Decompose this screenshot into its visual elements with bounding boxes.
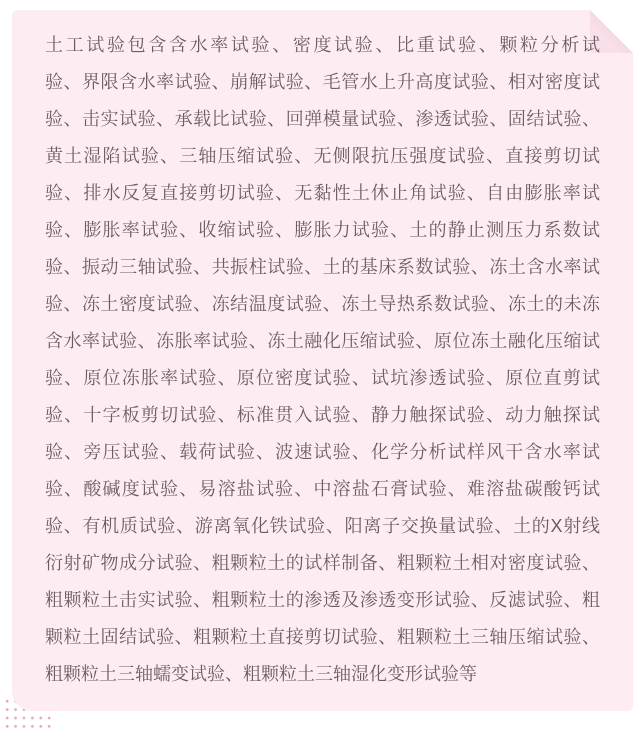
text-line: 粗颗粒土击实试验、粗颗粒土的渗透及渗透变形试验、反滤试验、粗 (45, 590, 600, 610)
text-line: 验、酸碱度试验、易溶盐试验、中溶盐石膏试验、难溶盐碳酸钙试 (45, 479, 600, 499)
text-line: 黄土湿陷试验、三轴压缩试验、无侧限抗压强度试验、直接剪切试 (45, 146, 600, 166)
text-line: 验、膨胀率试验、收缩试验、膨胀力试验、土的静止测压力系数试 (45, 220, 600, 240)
text-line: 颗粒土固结试验、粗颗粒土直接剪切试验、粗颗粒土三轴压缩试验、 (45, 627, 600, 647)
text-line: 验、原位冻胀率试验、原位密度试验、试坑渗透试验、原位直剪试 (45, 368, 600, 388)
text-line: 验、界限含水率试验、崩解试验、毛管水上升高度试验、相对密度试 (45, 72, 600, 92)
text-line: 验、击实试验、承载比试验、回弹模量试验、渗透试验、固结试验、 (45, 109, 600, 129)
document-card (12, 10, 633, 711)
document-text (45, 27, 600, 693)
text-line: 验、有机质试验、游离氧化铁试验、阳离子交换量试验、土的X射线 (45, 516, 600, 536)
text-line: 验、旁压试验、载荷试验、波速试验、化学分析试样风干含水率试 (45, 442, 600, 462)
text-line: 含水率试验、冻胀率试验、冻土融化压缩试验、原位冻土融化压缩试 (45, 331, 600, 351)
text-line: 土工试验包含含水率试验、密度试验、比重试验、颗粒分析试 (45, 35, 600, 55)
text-line: 粗颗粒土三轴蠕变试验、粗颗粒土三轴湿化变形试验等 (45, 664, 477, 684)
text-line: 验、排水反复直接剪切试验、无黏性土休止角试验、自由膨胀率试 (45, 183, 600, 203)
text-line: 验、冻土密度试验、冻结温度试验、冻土导热系数试验、冻土的未冻 (45, 294, 600, 314)
text-line: 衍射矿物成分试验、粗颗粒土的试样制备、粗颗粒土相对密度试验、 (45, 553, 600, 573)
text-line: 验、十字板剪切试验、标准贯入试验、静力触探试验、动力触探试 (45, 405, 600, 425)
text-line: 验、振动三轴试验、共振柱试验、土的基床系数试验、冻土含水率试 (45, 257, 600, 277)
